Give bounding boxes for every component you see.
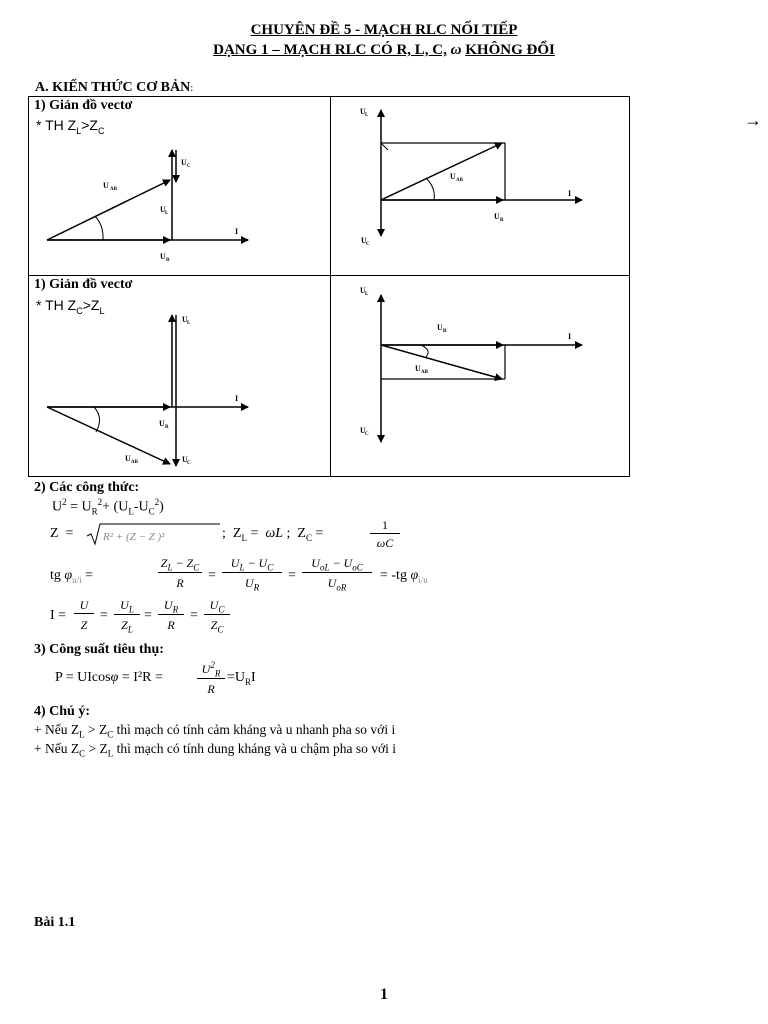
label-uab: U (103, 181, 109, 190)
phasor-diagram-bottom-right (381, 295, 582, 442)
svg-text:R: R (165, 425, 169, 430)
note-line-2: + Nếu $Z_C > Z_L$ thì mạch có tính dung kháng và u chậm pha so với i (34, 741, 396, 759)
svg-text:AB: AB (456, 178, 463, 183)
subtitle-part-a: DẠNG 1 – MẠCH RLC CÓ R, L, C, (213, 42, 447, 58)
diagram2-heading: 1) Giản đồ vectơ (34, 277, 133, 292)
label-i: I (235, 227, 239, 236)
svg-text:U: U (125, 454, 131, 463)
svg-text:L: L (365, 113, 369, 118)
svg-text:C: C (187, 164, 191, 169)
label-ul: U (160, 205, 166, 214)
svg-text:C: C (366, 242, 370, 247)
svg-text:U: U (437, 323, 443, 332)
diagram-labels (103, 107, 571, 466)
formula-power: P = UIcosφ = I²R = $U^2_R$ R $=U_RI$ (55, 660, 256, 696)
section-a-title: A. KIẾN THỨC CƠ BẢN: (35, 80, 194, 95)
vector-diagram-zc-gt-zl (47, 315, 248, 466)
svg-text:U: U (415, 364, 421, 373)
diagram1-case: * TH $Z_L>Z_C$ (36, 117, 105, 136)
formulas-heading: 2) Các công thức: (34, 480, 140, 495)
notes-heading: 4) Chú ý: (34, 704, 91, 719)
svg-text:U: U (182, 455, 188, 464)
svg-text:R: R (166, 258, 170, 263)
svg-text:U: U (159, 419, 165, 428)
svg-text:U: U (360, 286, 366, 295)
svg-text:U: U (494, 212, 500, 221)
svg-text:L: L (365, 292, 369, 297)
svg-text:I: I (235, 394, 239, 403)
label-uc: U (181, 158, 187, 167)
svg-text:U: U (361, 236, 367, 245)
subtitle-part-b: KHÔNG ĐỔI (465, 42, 555, 58)
page-title: CHUYÊN ĐỀ 5 - MẠCH RLC NỐI TIẾP (250, 22, 518, 38)
svg-text:U: U (360, 107, 366, 116)
note-line-1: + Nếu $Z_L > Z_C$ thì mạch có tính cảm kháng và u nhanh pha so với i (34, 722, 396, 740)
svg-text:AB: AB (421, 370, 428, 375)
vector-diagram-zl-gt-zc (47, 150, 248, 240)
svg-text:R² + (Z − Z )²: R² + (Z − Z )² (103, 531, 165, 543)
svg-text:C: C (365, 432, 369, 437)
svg-text:I: I (568, 332, 572, 341)
svg-text:U: U (182, 315, 188, 324)
page-number: 1 (380, 986, 388, 1003)
exercise-label: Bài 1.1 (34, 915, 76, 930)
label-ur: U (160, 252, 166, 261)
formula-current: I = U Z = $U_L$ $Z_L$ = $U_R$ R = $U_C$ $Z_C$ (50, 598, 270, 638)
svg-text:R: R (443, 329, 447, 334)
formula-tan-phi: tg $\varphi_{u/i}$ = $Z_L - Z_C$ R = $U_L - U_C$ $U_R$ = $U_{oL} - U_{oC}$ $U_{oR}$ = -tg $\varphi_{i/u}$ (50, 556, 428, 593)
svg-text:AB: AB (110, 187, 117, 192)
phasor-diagram-top-right (381, 110, 582, 236)
omega-symbol: ω (450, 42, 462, 58)
diagram2-case: * TH $Z_C>Z_L$ (36, 297, 105, 316)
svg-text:U: U (450, 172, 456, 181)
svg-text:R: R (500, 218, 504, 223)
svg-text:AB: AB (131, 460, 138, 465)
formula-u-squared: $U^2 = U_R^2+ (U_L-U_C^2)$ (52, 497, 164, 517)
arrow-right-icon: → (744, 110, 762, 130)
svg-text:I: I (568, 189, 572, 198)
power-heading: 3) Công suất tiêu thụ: (34, 642, 164, 657)
svg-text:L: L (165, 211, 169, 216)
svg-text:U: U (360, 426, 366, 435)
svg-text:C: C (187, 461, 191, 466)
svg-text:L: L (187, 321, 191, 326)
diagram1-heading: 1) Giản đồ vectơ (34, 98, 133, 113)
